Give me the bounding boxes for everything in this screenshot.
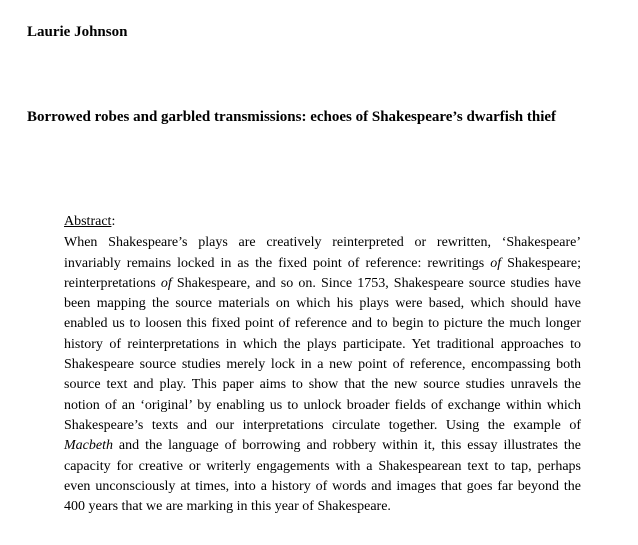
work-title-macbeth: Macbeth <box>64 438 113 454</box>
abstract-text: notion of an ‘original’ by enabling us to unlock broader fields of exchange within which <box>64 397 581 413</box>
abstract-text: and the language of borrowing and robbery within it, this essay illustrates the <box>112 438 581 454</box>
abstract-line <box>64 254 581 274</box>
abstract-line <box>64 436 581 456</box>
abstract-heading-row <box>64 212 581 232</box>
abstract-line <box>64 416 581 436</box>
abstract-line <box>64 375 581 395</box>
abstract-line <box>64 477 581 497</box>
abstract-text: capacity for creative or writerly engagements with a Shakespearean text to tap, perhaps <box>64 458 581 474</box>
paper-title: Borrowed robes and garbled transmissions: echoes of Shakespeare’s dwarfish thief <box>27 109 557 125</box>
abstract-line <box>64 355 581 375</box>
abstract-text: Shakespeare source studies merely lock in a new point of reference, encompassing both <box>64 357 581 373</box>
abstract-line <box>64 497 581 517</box>
abstract-line <box>64 233 581 253</box>
abstract-line <box>64 335 581 355</box>
author-name: Laurie Johnson <box>27 24 128 40</box>
abstract-line <box>64 457 581 477</box>
abstract-text: enabled us to loosen this fixed point of reference and to begin to picture the much longer <box>64 316 581 332</box>
abstract-text: source text and play. This paper aims to show that the new source studies unravels the <box>64 377 581 393</box>
abstract-body <box>64 233 581 517</box>
abstract-line <box>64 294 581 314</box>
abstract-text: When Shakespeare’s plays are creatively reinterpreted or rewritten, ‘Shakespeare’ <box>64 235 581 251</box>
abstract-text: invariably remains locked in as the fixed point of reference: rewritings <box>64 255 491 271</box>
abstract-text: reinterpretations <box>64 275 161 291</box>
abstract-text: been mapping the source materials on which his plays were based, which should have <box>64 296 581 312</box>
abstract-text: Shakespeare’s texts and our interpretations circulate together. Using the example of <box>64 417 581 433</box>
abstract-line <box>64 314 581 334</box>
abstract-emphasis: of <box>160 275 172 291</box>
abstract-text: even unconsciously at times, into a history of words and images that goes far beyond the <box>64 478 581 494</box>
abstract-text: Shakespeare, and so on. Since 1753, Shakespeare source studies have <box>171 275 581 291</box>
abstract-section <box>64 212 581 517</box>
abstract-text: Shakespeare; <box>501 255 582 271</box>
abstract-emphasis: of <box>490 255 502 271</box>
abstract-line <box>64 396 581 416</box>
abstract-heading-colon: : <box>111 214 116 229</box>
abstract-text: history of reinterpretations in which the plays participate. Yet traditional approaches to <box>64 336 581 352</box>
abstract-heading: Abstract <box>64 214 112 229</box>
abstract-text: 400 years that we are marking in this year of Shakespeare. <box>64 499 391 515</box>
abstract-line <box>64 274 581 294</box>
